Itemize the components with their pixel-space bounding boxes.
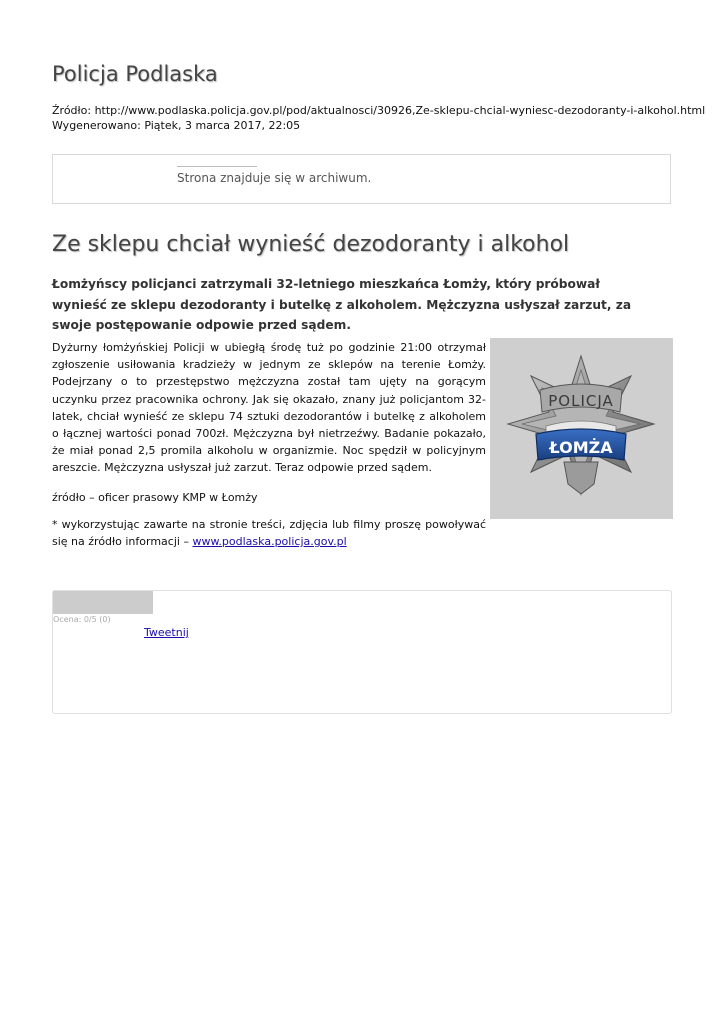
- archive-divider: [177, 166, 257, 167]
- archive-notice: [52, 154, 671, 204]
- archive-text: Strona znajduje się w archiwum.: [177, 171, 372, 185]
- article-title: Ze sklepu chciał wynieść dezodoranty i alkohol: [52, 232, 570, 257]
- rating-panel: [52, 590, 672, 714]
- article-source-note: źródło – oficer prasowy KMP w Łomży: [52, 490, 258, 504]
- badge-top-text: POLICJA: [548, 392, 614, 410]
- article-image: [490, 338, 673, 519]
- rating-text: Ocena: 0/5 (0): [53, 615, 111, 624]
- article-lead: Łomżyńscy policjanci zatrzymali 32-letniego mieszkańca Łomży, który próbował wynieść ze sklepu dezodoranty i butelkę z alkoholem. Mężczyzna usłyszał zarzut, za swoje postępowanie odpowie przed sądem.: [52, 277, 632, 332]
- copyright-link[interactable]: www.podlaska.policja.gov.pl: [192, 535, 347, 549]
- site-title: Policja Podlaska: [52, 62, 218, 86]
- copyright-text: * wykorzystując zawarte na stronie treści, zdjęcia lub filmy proszę powoływać się na źródło informacji –: [52, 517, 486, 549]
- badge-bottom-text: ŁOMŻA: [549, 438, 613, 457]
- tweet-button[interactable]: Tweetnij: [144, 626, 189, 639]
- document-meta: [52, 103, 705, 133]
- generated-date: Wygenerowano: Piątek, 3 marca 2017, 22:05: [52, 119, 301, 132]
- article-paragraph: Dyżurny łomżyńskiej Policji w ubiegłą środę tuż po godzinie 21:00 otrzymał zgłoszenie usiłowania kradzieży w jednym ze sklepów na terenie Łomży. Podejrzany o to przestępstwo mężczyzna został tam ujęty na gorącym uczynku przez pracownika ochrony. Jak się okazało, znany już policjantom 32-latek, chciał wynieść ze sklepu 74 sztuki dezodorantów i butelkę z alkoholem o łącznej wartości ponad 700zł. Mężczyzna był nietrzeźwy. Badanie pokazało, że miał ponad 2,5 promila alkoholu w organizmie. Noc spędził w policyjnym areszcie. Mężczyzna usłyszał już zarzut. Teraz odpowie przed sądem.: [52, 341, 486, 475]
- article-copyright-note: [52, 516, 486, 550]
- source-url: Źródło: http://www.podlaska.policja.gov.pl/pod/aktualnosci/30926,Ze-sklepu-chcial-wyniesc-dezodoranty-i-alkohol.html: [52, 104, 706, 117]
- police-star-badge-icon: [490, 338, 673, 519]
- rating-stars-bar[interactable]: [53, 591, 153, 614]
- article-body: [52, 339, 486, 560]
